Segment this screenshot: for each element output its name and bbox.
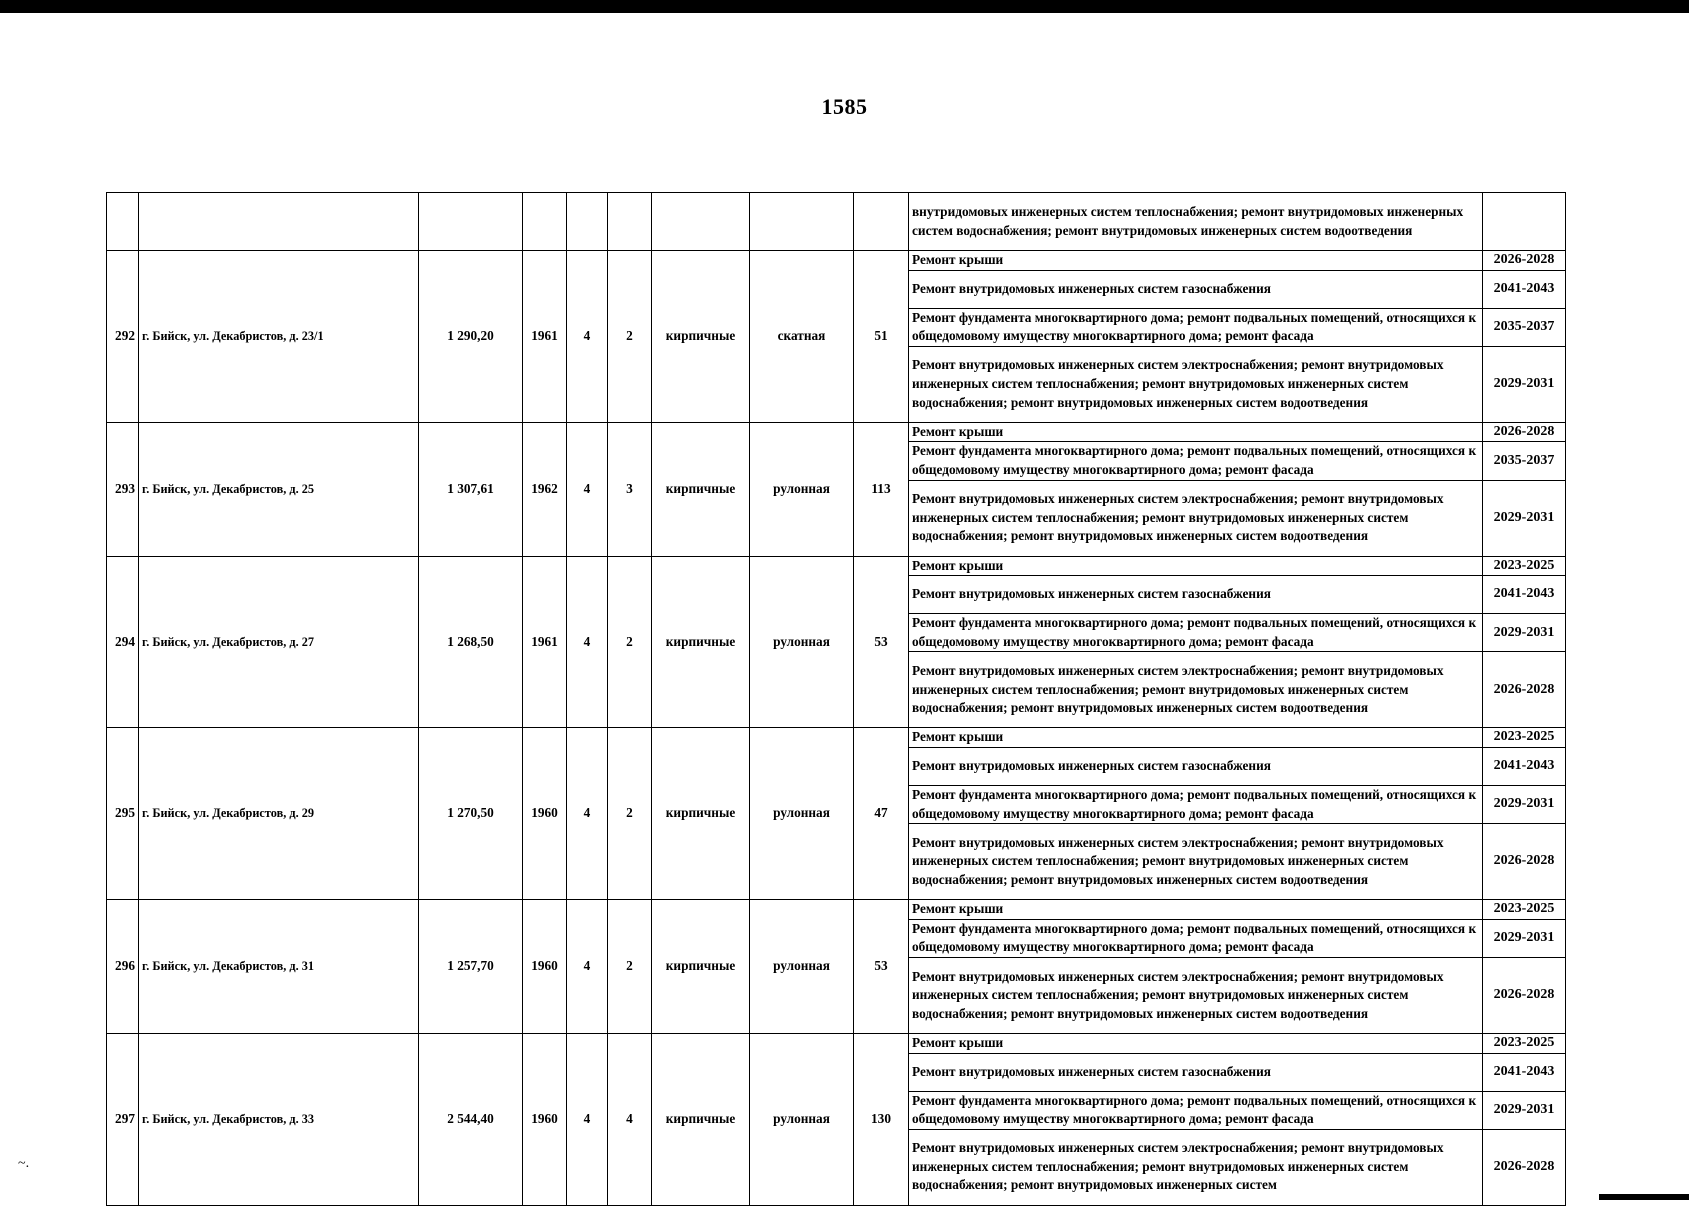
entrances: 2 <box>608 251 652 423</box>
work-years: 2029-2031 <box>1483 919 1566 957</box>
cell-empty <box>854 193 909 251</box>
work-years: 2023-2025 <box>1483 900 1566 920</box>
work-years: 2026-2028 <box>1483 957 1566 1033</box>
work-years: 2026-2028 <box>1483 251 1566 271</box>
residents: 113 <box>854 422 909 556</box>
repair-schedule-table <box>106 192 1566 1206</box>
address: г. Бийск, ул. Декабристов, д. 31 <box>139 900 419 1034</box>
residents: 53 <box>854 556 909 728</box>
work-years: 2041-2043 <box>1483 747 1566 785</box>
floors: 4 <box>567 422 608 556</box>
total-area: 1 268,50 <box>419 556 523 728</box>
work-description: Ремонт фундамента многоквартирного дома; ремонт подвальных помещений, относящихся к общедомовому имуществу многоквартирного дома; ремонт фасада <box>909 442 1483 480</box>
cell-empty <box>750 193 854 251</box>
table-row <box>107 1033 1566 1053</box>
row-number: 296 <box>107 900 139 1034</box>
cell-empty <box>523 193 567 251</box>
work-description: Ремонт крыши <box>909 728 1483 748</box>
table-row <box>107 728 1566 748</box>
work-description: Ремонт внутридомовых инженерных систем электроснабжения; ремонт внутридомовых инженерных систем теплоснабжения; ремонт внутридомовых инженерных систем водоснабжения; ремонт внутридомовых инженерных систем водоотведения <box>909 480 1483 556</box>
address: г. Бийск, ул. Декабристов, д. 23/1 <box>139 251 419 423</box>
cell-empty <box>419 193 523 251</box>
work-description: Ремонт фундамента многоквартирного дома; ремонт подвальных помещений, относящихся к общедомовому имуществу многоквартирного дома; ремонт фасада <box>909 785 1483 823</box>
work-description: Ремонт фундамента многоквартирного дома; ремонт подвальных помещений, относящихся к общедомовому имуществу многоквартирного дома; ремонт фасада <box>909 614 1483 652</box>
work-years: 2023-2025 <box>1483 556 1566 576</box>
address: г. Бийск, ул. Декабристов, д. 25 <box>139 422 419 556</box>
work-years: 2026-2028 <box>1483 652 1566 728</box>
work-description: Ремонт внутридомовых инженерных систем газоснабжения <box>909 747 1483 785</box>
build-year: 1960 <box>523 728 567 900</box>
roof-type: рулонная <box>750 1033 854 1205</box>
work-description: Ремонт внутридомовых инженерных систем электроснабжения; ремонт внутридомовых инженерных систем теплоснабжения; ремонт внутридомовых инженерных систем водоснабжения; ремонт внутридомовых инженерных систем водоотведения <box>909 824 1483 900</box>
work-description: Ремонт внутридомовых инженерных систем электроснабжения; ремонт внутридомовых инженерных систем теплоснабжения; ремонт внутридомовых инженерных систем водоснабжения; ремонт внутридомовых инженерных систем водоотведения <box>909 957 1483 1033</box>
residents: 53 <box>854 900 909 1034</box>
carry-over-works: внутридомовых инженерных систем теплоснабжения; ремонт внутридомовых инженерных систем водоснабжения; ремонт внутридомовых инженерных систем водоотведения <box>909 193 1483 251</box>
work-years: 2026-2028 <box>1483 824 1566 900</box>
wall-material: кирпичные <box>652 1033 750 1205</box>
table-row <box>107 900 1566 920</box>
carry-over-row <box>107 193 1566 251</box>
work-description: Ремонт крыши <box>909 422 1483 442</box>
work-description: Ремонт фундамента многоквартирного дома; ремонт подвальных помещений, относящихся к общедомовому имуществу многоквартирного дома; ремонт фасада <box>909 308 1483 346</box>
work-years: 2023-2025 <box>1483 1033 1566 1053</box>
row-number: 297 <box>107 1033 139 1205</box>
work-description: Ремонт внутридомовых инженерных систем электроснабжения; ремонт внутридомовых инженерных систем теплоснабжения; ремонт внутридомовых инженерных систем водоснабжения; ремонт внутридомовых инженерных систем водоотведения <box>909 346 1483 422</box>
address: г. Бийск, ул. Декабристов, д. 33 <box>139 1033 419 1205</box>
wall-material: кирпичные <box>652 728 750 900</box>
row-number: 295 <box>107 728 139 900</box>
table-body <box>107 193 1566 1206</box>
floors: 4 <box>567 251 608 423</box>
entrances: 3 <box>608 422 652 556</box>
work-years: 2026-2028 <box>1483 422 1566 442</box>
work-years: 2029-2031 <box>1483 480 1566 556</box>
build-year: 1960 <box>523 900 567 1034</box>
build-year: 1960 <box>523 1033 567 1205</box>
table-row <box>107 251 1566 271</box>
work-description: Ремонт внутридомовых инженерных систем газоснабжения <box>909 270 1483 308</box>
entrances: 2 <box>608 556 652 728</box>
total-area: 1 257,70 <box>419 900 523 1034</box>
row-number: 292 <box>107 251 139 423</box>
work-years: 2029-2031 <box>1483 346 1566 422</box>
work-description: Ремонт внутридомовых инженерных систем газоснабжения <box>909 1053 1483 1091</box>
build-year: 1961 <box>523 251 567 423</box>
row-number: 294 <box>107 556 139 728</box>
residents: 47 <box>854 728 909 900</box>
floors: 4 <box>567 900 608 1034</box>
work-years: 2035-2037 <box>1483 442 1566 480</box>
margin-mark: ~. <box>18 1156 30 1171</box>
floors: 4 <box>567 1033 608 1205</box>
roof-type: рулонная <box>750 900 854 1034</box>
work-years: 2029-2031 <box>1483 785 1566 823</box>
build-year: 1961 <box>523 556 567 728</box>
work-description: Ремонт внутридомовых инженерных систем электроснабжения; ремонт внутридомовых инженерных систем теплоснабжения; ремонт внутридомовых инженерных систем водоснабжения; ремонт внутридомовых инженерных систем водоотведения <box>909 652 1483 728</box>
cell-empty <box>652 193 750 251</box>
total-area: 1 307,61 <box>419 422 523 556</box>
work-years: 2041-2043 <box>1483 576 1566 614</box>
total-area: 1 290,20 <box>419 251 523 423</box>
scan-top-border <box>0 0 1689 13</box>
carry-over-years <box>1483 193 1566 251</box>
work-description: Ремонт крыши <box>909 1033 1483 1053</box>
cell-empty <box>608 193 652 251</box>
floors: 4 <box>567 728 608 900</box>
work-years: 2029-2031 <box>1483 614 1566 652</box>
work-years: 2041-2043 <box>1483 270 1566 308</box>
address: г. Бийск, ул. Декабристов, д. 29 <box>139 728 419 900</box>
roof-type: рулонная <box>750 422 854 556</box>
work-description: Ремонт фундамента многоквартирного дома; ремонт подвальных помещений, относящихся к общедомовому имуществу многоквартирного дома; ремонт фасада <box>909 919 1483 957</box>
work-years: 2041-2043 <box>1483 1053 1566 1091</box>
work-description: Ремонт крыши <box>909 900 1483 920</box>
page-number: 1585 <box>821 94 868 119</box>
entrances: 2 <box>608 728 652 900</box>
wall-material: кирпичные <box>652 556 750 728</box>
floors: 4 <box>567 556 608 728</box>
table-row <box>107 556 1566 576</box>
build-year: 1962 <box>523 422 567 556</box>
roof-type: рулонная <box>750 556 854 728</box>
table-row <box>107 422 1566 442</box>
roof-type: рулонная <box>750 728 854 900</box>
work-description: Ремонт внутридомовых инженерных систем газоснабжения <box>909 576 1483 614</box>
row-number: 293 <box>107 422 139 556</box>
roof-type: скатная <box>750 251 854 423</box>
residents: 130 <box>854 1033 909 1205</box>
entrances: 2 <box>608 900 652 1034</box>
work-description: Ремонт фундамента многоквартирного дома; ремонт подвальных помещений, относящихся к общедомовому имуществу многоквартирного дома; ремонт фасада <box>909 1091 1483 1129</box>
wall-material: кирпичные <box>652 422 750 556</box>
residents: 51 <box>854 251 909 423</box>
wall-material: кирпичные <box>652 251 750 423</box>
work-description: Ремонт внутридомовых инженерных систем электроснабжения; ремонт внутридомовых инженерных систем теплоснабжения; ремонт внутридомовых инженерных систем водоснабжения; ремонт внутридомовых инженерных систем <box>909 1129 1483 1205</box>
work-years: 2035-2037 <box>1483 308 1566 346</box>
wall-material: кирпичные <box>652 900 750 1034</box>
work-description: Ремонт крыши <box>909 556 1483 576</box>
entrances: 4 <box>608 1033 652 1205</box>
cell-empty <box>567 193 608 251</box>
scan-corner-mark <box>1599 1194 1689 1200</box>
work-description: Ремонт крыши <box>909 251 1483 271</box>
work-years: 2029-2031 <box>1483 1091 1566 1129</box>
work-years: 2023-2025 <box>1483 728 1566 748</box>
total-area: 1 270,50 <box>419 728 523 900</box>
address: г. Бийск, ул. Декабристов, д. 27 <box>139 556 419 728</box>
cell-empty <box>107 193 139 251</box>
cell-empty <box>139 193 419 251</box>
work-years: 2026-2028 <box>1483 1129 1566 1205</box>
total-area: 2 544,40 <box>419 1033 523 1205</box>
